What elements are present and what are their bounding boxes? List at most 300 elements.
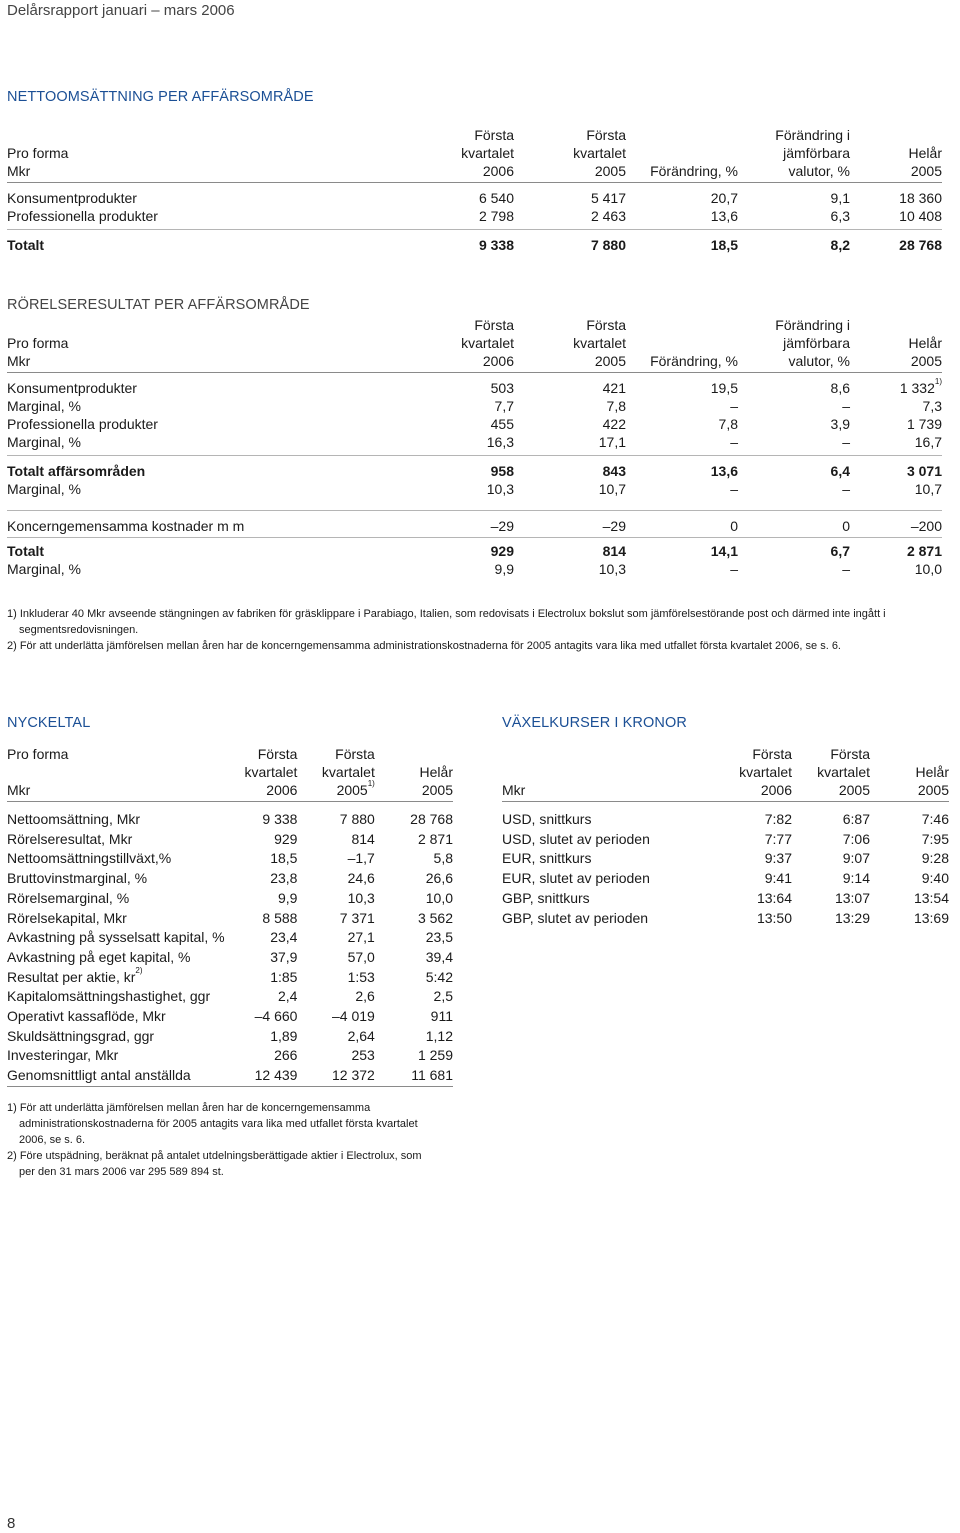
cell-text: 814 bbox=[351, 830, 375, 847]
cell-value bbox=[297, 745, 374, 763]
cell-value bbox=[626, 433, 738, 451]
row-label bbox=[7, 480, 402, 498]
cell-value bbox=[402, 144, 514, 162]
cell-text: jämförbara bbox=[783, 145, 850, 161]
valuta-title: VÄXELKURSER I KRONOR bbox=[502, 715, 687, 731]
cell-text: kvartalet bbox=[461, 335, 514, 351]
cell-value bbox=[626, 480, 738, 498]
cell-value bbox=[626, 511, 738, 536]
row-label bbox=[7, 207, 402, 225]
row-label bbox=[7, 415, 402, 433]
cell-value bbox=[738, 144, 850, 162]
cell-value bbox=[850, 379, 942, 397]
header-row bbox=[7, 126, 942, 144]
cell-value bbox=[375, 781, 453, 802]
cell-value bbox=[514, 379, 626, 397]
cell-text: 9:28 bbox=[921, 850, 949, 867]
cell-value bbox=[375, 909, 453, 929]
cell-text: 929 bbox=[274, 830, 298, 847]
cell-value bbox=[245, 1046, 298, 1066]
cell-text: – bbox=[842, 481, 850, 497]
cell-value bbox=[738, 433, 850, 451]
cell-text: 1:85 bbox=[270, 968, 298, 985]
cell-value bbox=[375, 849, 453, 869]
cell-value bbox=[850, 538, 942, 561]
cell-text: Mkr bbox=[7, 782, 31, 798]
cell-text: kvartalet bbox=[739, 764, 792, 780]
cell-value bbox=[245, 745, 298, 763]
header-row bbox=[502, 763, 949, 781]
cell-text: kvartalet bbox=[573, 145, 626, 161]
cell-text: 1,89 bbox=[270, 1027, 298, 1044]
nfn-2b: per den 31 mars 2006 var 295 589 894 st. bbox=[19, 1166, 224, 1178]
cell-value bbox=[375, 830, 453, 850]
cell-value bbox=[375, 745, 453, 763]
rorelse-body bbox=[7, 316, 942, 578]
nyckeltal-title: NYCKELTAL bbox=[7, 715, 91, 731]
table-row bbox=[502, 889, 949, 909]
cell-text: 27,1 bbox=[347, 929, 375, 946]
cell-value bbox=[297, 781, 374, 802]
cell-text: 13:07 bbox=[834, 889, 870, 906]
cell-value bbox=[738, 560, 850, 578]
footnote-1a: 1) Inkluderar 40 Mkr avseende stängningen av fabriken för gräsklippare i Parabiago, Italien, som redovisats i Electrolux bokslut som jämförelsestörande post och därmed inte ingått i bbox=[7, 608, 886, 620]
cell-text: 10,7 bbox=[914, 481, 942, 497]
cell-value bbox=[375, 869, 453, 889]
cell-value bbox=[626, 456, 738, 481]
cell-value bbox=[870, 830, 949, 850]
cell-text: 7,8 bbox=[718, 416, 738, 432]
cell-text: Konsumentprodukter bbox=[7, 190, 137, 206]
cell-value bbox=[514, 162, 626, 183]
cell-text: –200 bbox=[910, 518, 942, 534]
cell-text: Mkr bbox=[502, 782, 526, 798]
valuta-table bbox=[502, 745, 949, 928]
cell-value bbox=[245, 987, 298, 1007]
cell-text: 6,7 bbox=[830, 543, 850, 559]
cell-value bbox=[626, 397, 738, 415]
cell-text: Avkastning på eget kapital, % bbox=[7, 948, 191, 965]
cell-text: 12 439 bbox=[254, 1067, 298, 1084]
cell-text: Första bbox=[586, 317, 626, 333]
row-label bbox=[7, 316, 402, 334]
cell-value bbox=[738, 126, 850, 144]
row-label bbox=[7, 162, 402, 183]
cell-text: 13:29 bbox=[834, 909, 870, 926]
cell-text: – bbox=[730, 481, 738, 497]
row-label bbox=[7, 869, 245, 889]
cell-text: 503 bbox=[490, 380, 514, 396]
cell-text: 37,9 bbox=[270, 948, 298, 965]
rorelse-table bbox=[7, 316, 942, 578]
cell-value bbox=[738, 511, 850, 536]
footnote-ref: 1) bbox=[367, 779, 375, 788]
cell-value bbox=[402, 162, 514, 183]
cell-text: Första bbox=[257, 746, 298, 762]
cell-value bbox=[850, 316, 942, 334]
cell-value bbox=[850, 189, 942, 207]
cell-value bbox=[850, 433, 942, 451]
header-row bbox=[7, 162, 942, 183]
cell-text: 23,5 bbox=[425, 929, 453, 946]
cell-value bbox=[850, 144, 942, 162]
cell-value bbox=[297, 909, 374, 929]
cell-text: 14,1 bbox=[710, 543, 738, 559]
row-label bbox=[7, 781, 245, 802]
cell-value bbox=[792, 889, 870, 909]
row-label bbox=[7, 126, 402, 144]
cell-value bbox=[850, 126, 942, 144]
cell-text: 18 360 bbox=[899, 190, 942, 206]
cell-value bbox=[792, 810, 870, 830]
cell-text: 8,2 bbox=[830, 237, 850, 253]
header-row bbox=[7, 352, 942, 373]
cell-text: 8 588 bbox=[262, 909, 298, 926]
footnote-1b: segmentsredovisningen. bbox=[19, 624, 139, 636]
cell-value bbox=[297, 763, 374, 781]
cell-text: Marginal, % bbox=[7, 434, 81, 450]
cell-value bbox=[626, 162, 738, 183]
cell-text: 2005 bbox=[336, 782, 368, 798]
netto-body bbox=[7, 126, 942, 254]
cell-text: 3 562 bbox=[417, 909, 453, 926]
cell-text: 11 681 bbox=[411, 1067, 453, 1084]
cell-text: 2005 bbox=[421, 782, 453, 798]
cell-value bbox=[245, 948, 298, 968]
cell-text: Första bbox=[586, 127, 626, 143]
cell-value bbox=[626, 415, 738, 433]
cell-value bbox=[792, 763, 870, 781]
table-row bbox=[7, 928, 453, 948]
cell-text: kvartalet bbox=[321, 764, 375, 780]
cell-value bbox=[514, 316, 626, 334]
cell-text: 7:46 bbox=[921, 811, 949, 827]
row-label bbox=[7, 1007, 245, 1027]
cell-value bbox=[792, 909, 870, 929]
cell-text: 2 871 bbox=[417, 830, 453, 847]
cell-text: Totalt bbox=[7, 543, 45, 559]
cell-text: Investeringar, Mkr bbox=[7, 1047, 119, 1064]
cell-value bbox=[714, 763, 792, 781]
cell-text: 5,8 bbox=[433, 850, 453, 867]
header-row bbox=[7, 763, 453, 781]
cell-text: kvartalet bbox=[573, 335, 626, 351]
page-number: 8 bbox=[7, 1515, 16, 1532]
row-label bbox=[7, 1027, 245, 1047]
cell-text: –1,7 bbox=[347, 850, 375, 867]
cell-value bbox=[626, 207, 738, 225]
cell-text: 57,0 bbox=[347, 948, 375, 965]
row-label bbox=[7, 987, 245, 1007]
cell-text: 13,6 bbox=[710, 208, 738, 224]
cell-text: 18,5 bbox=[270, 850, 298, 867]
cell-value bbox=[626, 126, 738, 144]
cell-value bbox=[402, 433, 514, 451]
row-label bbox=[502, 889, 714, 909]
table-row bbox=[7, 849, 453, 869]
cell-text: Totalt bbox=[7, 237, 45, 253]
cell-value bbox=[402, 456, 514, 481]
footnote-2: 2) För att underlätta jämförelsen mellan åren har de koncerngemensamma administrationskostnaderna för 2005 antagits vara lika med utfallet första kvartalet 2006, se s. 6. bbox=[7, 640, 841, 652]
table-row bbox=[7, 830, 453, 850]
cell-value bbox=[297, 1066, 374, 1086]
cell-text: Konsumentprodukter bbox=[7, 380, 137, 396]
netto-table bbox=[7, 126, 942, 254]
row-label bbox=[7, 511, 402, 536]
cell-text: Mkr bbox=[7, 353, 31, 369]
cell-text: 7:06 bbox=[842, 830, 870, 847]
cell-text: Helår bbox=[419, 764, 453, 780]
table-row bbox=[7, 379, 942, 397]
table-row bbox=[7, 889, 453, 909]
cell-value bbox=[402, 480, 514, 498]
table-row bbox=[7, 1046, 453, 1066]
cell-text: USD, slutet av perioden bbox=[502, 830, 650, 847]
spacer-row bbox=[502, 802, 949, 811]
row-label bbox=[502, 810, 714, 830]
netto-title: NETTOOMSÄTTNING PER AFFÄRSOMRÅDE bbox=[7, 89, 314, 105]
cell-text: Första bbox=[474, 127, 514, 143]
cell-value bbox=[738, 316, 850, 334]
rorelse-footnotes bbox=[7, 606, 947, 654]
cell-value bbox=[375, 968, 453, 988]
cell-value bbox=[870, 763, 949, 781]
cell-value bbox=[245, 763, 298, 781]
table-row bbox=[7, 987, 453, 1007]
table-row bbox=[7, 189, 942, 207]
cell-text: – bbox=[730, 561, 738, 577]
cell-text: jämförbara bbox=[783, 335, 850, 351]
row-label bbox=[502, 869, 714, 889]
cell-value bbox=[514, 433, 626, 451]
cell-text: 10,3 bbox=[347, 889, 375, 906]
cell-value bbox=[870, 745, 949, 763]
cell-text: 28 768 bbox=[410, 811, 453, 827]
cell-text: Skuldsättningsgrad, ggr bbox=[7, 1027, 155, 1044]
cell-text: 17,1 bbox=[598, 434, 626, 450]
cell-text: – bbox=[730, 398, 738, 414]
cell-value bbox=[514, 511, 626, 536]
table-row bbox=[7, 869, 453, 889]
cell-value bbox=[297, 928, 374, 948]
cell-value bbox=[714, 909, 792, 929]
table-row bbox=[7, 1007, 453, 1027]
cell-text: 2,6 bbox=[355, 988, 375, 1005]
row-label bbox=[502, 763, 714, 781]
cell-value bbox=[514, 334, 626, 352]
cell-value bbox=[850, 560, 942, 578]
cell-text: 2006 bbox=[760, 782, 792, 798]
cell-text: 2005 bbox=[910, 353, 942, 369]
footnote-ref: 2) bbox=[135, 965, 143, 975]
nyckeltal-footnotes bbox=[7, 1100, 467, 1180]
cell-value bbox=[626, 230, 738, 255]
cell-text: 23,8 bbox=[270, 870, 298, 887]
table-row bbox=[7, 560, 942, 578]
cell-text: 2005 bbox=[917, 782, 949, 798]
cell-text: Resultat per aktie, kr bbox=[7, 968, 136, 985]
cell-value bbox=[870, 869, 949, 889]
cell-text: 1 739 bbox=[906, 416, 942, 432]
cell-text: 7,8 bbox=[606, 398, 626, 414]
cell-value bbox=[297, 1046, 374, 1066]
cell-text: Operativt kassaflöde, Mkr bbox=[7, 1008, 166, 1025]
cell-text: Helår bbox=[908, 145, 942, 161]
cell-value bbox=[626, 379, 738, 397]
cell-text: 16,3 bbox=[486, 434, 514, 450]
cell-text: 253 bbox=[351, 1047, 375, 1064]
header-row bbox=[7, 781, 453, 802]
cell-text: Marginal, % bbox=[7, 481, 81, 497]
cell-text: 2 871 bbox=[906, 543, 942, 559]
cell-text: 3 071 bbox=[906, 463, 942, 479]
cell-value bbox=[514, 415, 626, 433]
total-row bbox=[7, 230, 942, 255]
cell-value bbox=[402, 230, 514, 255]
cell-text: EUR, slutet av perioden bbox=[502, 870, 650, 887]
cell-text: 7 880 bbox=[339, 811, 375, 827]
cell-value bbox=[375, 928, 453, 948]
cell-value bbox=[402, 511, 514, 536]
cell-text: 2 463 bbox=[590, 208, 626, 224]
cell-text: 10,3 bbox=[598, 561, 626, 577]
cell-value bbox=[738, 230, 850, 255]
cell-text: 911 bbox=[430, 1008, 453, 1025]
table-row bbox=[502, 909, 949, 929]
cell-text: 20,7 bbox=[710, 190, 738, 206]
cell-value bbox=[297, 987, 374, 1007]
cell-value bbox=[738, 538, 850, 561]
cell-value bbox=[850, 397, 942, 415]
cell-text: 10 408 bbox=[899, 208, 942, 224]
cell-text: Avkastning på sysselsatt kapital, % bbox=[7, 929, 225, 946]
cell-value bbox=[375, 763, 453, 781]
row-label bbox=[502, 830, 714, 850]
row-label bbox=[7, 352, 402, 373]
cell-text: Helår bbox=[915, 764, 949, 780]
cell-text: 5:42 bbox=[425, 968, 453, 985]
table-row bbox=[7, 810, 453, 830]
nyckeltal-table bbox=[7, 745, 453, 1087]
cell-text: Pro forma bbox=[7, 746, 69, 762]
cell-text: 0 bbox=[730, 518, 738, 534]
cell-text: 19,5 bbox=[710, 380, 738, 396]
cell-text: 13:50 bbox=[756, 909, 792, 926]
cell-value bbox=[245, 830, 298, 850]
cell-text: 39,4 bbox=[425, 948, 453, 965]
cell-value bbox=[297, 849, 374, 869]
cell-text: Mkr bbox=[7, 163, 31, 179]
cell-value bbox=[245, 1066, 298, 1086]
cell-text: valutor, % bbox=[788, 163, 850, 179]
cell-value bbox=[514, 126, 626, 144]
cell-text: Första bbox=[752, 746, 792, 762]
cell-value bbox=[714, 781, 792, 802]
cell-value bbox=[402, 207, 514, 225]
nyckeltal-body bbox=[7, 745, 453, 1086]
cell-text: Förändring, % bbox=[650, 353, 738, 369]
cell-value bbox=[870, 781, 949, 802]
row-label bbox=[7, 189, 402, 207]
row-label bbox=[7, 965, 245, 988]
cell-value bbox=[738, 397, 850, 415]
cell-value bbox=[375, 1007, 453, 1027]
cell-text: 7:95 bbox=[921, 830, 949, 847]
cell-value bbox=[514, 560, 626, 578]
cell-value bbox=[514, 480, 626, 498]
cell-value bbox=[514, 397, 626, 415]
cell-text: 9:41 bbox=[764, 870, 792, 887]
cell-value bbox=[514, 538, 626, 561]
cell-text: 7:77 bbox=[764, 830, 792, 847]
cell-text: Professionella produkter bbox=[7, 416, 158, 432]
cell-text: Förändring i bbox=[775, 317, 850, 333]
cell-text: 9 338 bbox=[478, 237, 514, 253]
cell-text: 7,3 bbox=[922, 398, 942, 414]
row-label bbox=[7, 456, 402, 481]
cell-value bbox=[402, 397, 514, 415]
cell-value bbox=[297, 968, 374, 988]
total-row bbox=[7, 456, 942, 481]
table-row bbox=[7, 1027, 453, 1047]
cell-value bbox=[870, 889, 949, 909]
row-label bbox=[7, 810, 245, 830]
table-row bbox=[502, 869, 949, 889]
cell-value bbox=[850, 334, 942, 352]
row-label bbox=[7, 1066, 245, 1086]
cell-value bbox=[514, 189, 626, 207]
cell-text: Kapitalomsättningshastighet, ggr bbox=[7, 988, 211, 1005]
cell-text: 2005 bbox=[910, 163, 942, 179]
cell-text: Marginal, % bbox=[7, 561, 81, 577]
cell-text: – bbox=[842, 434, 850, 450]
cell-value bbox=[626, 538, 738, 561]
cell-text: 28 768 bbox=[899, 237, 942, 253]
row-label bbox=[7, 1046, 245, 1066]
cell-value bbox=[297, 948, 374, 968]
cell-text: Första bbox=[474, 317, 514, 333]
cell-value bbox=[714, 849, 792, 869]
cell-text: Pro forma bbox=[7, 145, 69, 161]
cell-text: 0 bbox=[842, 518, 850, 534]
cell-value bbox=[514, 207, 626, 225]
cell-text: 7:82 bbox=[764, 811, 792, 827]
row-label bbox=[7, 745, 245, 763]
header-row bbox=[7, 316, 942, 334]
cell-text: 2005 bbox=[594, 163, 626, 179]
cell-text: Rörelseresultat, Mkr bbox=[7, 830, 133, 847]
spacer-row bbox=[7, 802, 453, 811]
cell-text: 1:53 bbox=[347, 968, 375, 985]
cell-text: GBP, slutet av perioden bbox=[502, 909, 649, 926]
footnote-ref: 1) bbox=[934, 377, 942, 386]
cell-text: 2006 bbox=[482, 353, 514, 369]
cell-value bbox=[297, 1007, 374, 1027]
cell-value bbox=[792, 849, 870, 869]
cell-text: 3,9 bbox=[830, 416, 850, 432]
cell-text: 9 338 bbox=[262, 811, 298, 827]
cell-text: 2006 bbox=[482, 163, 514, 179]
cell-value bbox=[375, 810, 453, 830]
cell-value bbox=[245, 849, 298, 869]
nfn-1c: 2006, se s. 6. bbox=[19, 1134, 86, 1146]
cell-text: 421 bbox=[602, 380, 626, 396]
cell-value bbox=[402, 560, 514, 578]
cell-text: 9,1 bbox=[830, 190, 850, 206]
cell-text: 422 bbox=[602, 416, 626, 432]
cell-text: Rörelsekapital, Mkr bbox=[7, 909, 127, 926]
cell-text: 26,6 bbox=[425, 870, 453, 887]
